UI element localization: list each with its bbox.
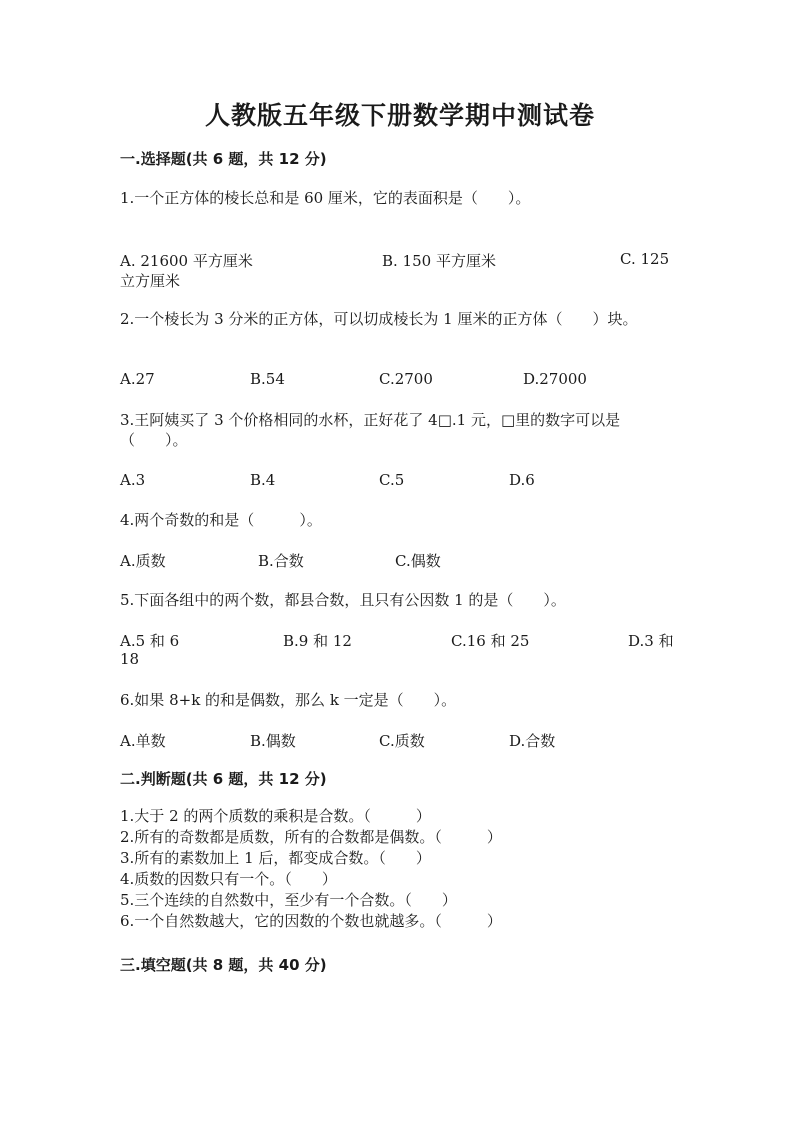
option-d: D.27000 bbox=[523, 370, 587, 388]
option-c: C.2700 bbox=[379, 370, 433, 388]
option-a: A. 21600 平方厘米 bbox=[120, 252, 253, 270]
option-c: C.5 bbox=[379, 471, 405, 489]
option-a: A.3 bbox=[120, 471, 146, 489]
question-options bbox=[120, 730, 680, 770]
option-d-continued: 18 bbox=[120, 650, 140, 668]
question-options bbox=[120, 250, 680, 290]
judge-question: 3.所有的素数加上 1 后，都变成合数。（ ） bbox=[120, 849, 431, 867]
question-stem: 1.一个正方体的棱长总和是 60 厘米，它的表面积是（ ）。 bbox=[120, 189, 531, 207]
option-a: A.27 bbox=[120, 370, 155, 388]
option-d: D.合数 bbox=[509, 732, 556, 750]
option-b: B.54 bbox=[250, 370, 285, 388]
option-b: B.偶数 bbox=[250, 732, 296, 750]
judge-question-list bbox=[120, 806, 680, 932]
option-c: C.偶数 bbox=[395, 552, 441, 570]
option-b: B.4 bbox=[250, 471, 276, 489]
question-stem: 2.一个棱长为 3 分米的正方体，可以切成棱长为 1 厘米的正方体（ ）块。 bbox=[120, 310, 638, 328]
option-c: C.质数 bbox=[379, 732, 425, 750]
option-d: D.3 和 bbox=[628, 632, 674, 650]
question-options bbox=[120, 471, 680, 511]
section-heading-fill: 三.填空题(共 8 题，共 40 分) bbox=[120, 956, 327, 974]
judge-question: 6.一个自然数越大，它的因数的个数也就越多。（ ） bbox=[120, 912, 502, 930]
judge-question: 2.所有的奇数都是质数，所有的合数都是偶数。（ ） bbox=[120, 828, 502, 846]
question-options bbox=[120, 550, 680, 590]
option-b: B.9 和 12 bbox=[283, 632, 352, 650]
option-d: D.6 bbox=[509, 471, 535, 489]
question-stem: 3.王阿姨买了 3 个价格相同的水杯，正好花了 4□.1 元，□里的数字可以是（ ）。 bbox=[120, 411, 621, 449]
judge-question: 1.大于 2 的两个质数的乘积是合数。（ ） bbox=[120, 807, 431, 825]
option-a: A.单数 bbox=[120, 732, 166, 750]
option-b: B.合数 bbox=[258, 552, 304, 570]
question-options bbox=[120, 630, 680, 670]
judge-question: 4.质数的因数只有一个。（ ） bbox=[120, 870, 337, 888]
option-a: A.质数 bbox=[120, 552, 166, 570]
option-c: C. 125 bbox=[620, 250, 670, 268]
option-c-continued: 立方厘米 bbox=[120, 272, 181, 290]
question-stem: 6.如果 8+k 的和是偶数，那么 k 一定是（ ）。 bbox=[120, 691, 457, 709]
question-options bbox=[120, 370, 680, 410]
section-heading-judge: 二.判断题(共 6 题，共 12 分) bbox=[120, 770, 327, 788]
judge-question: 5.三个连续的自然数中，至少有一个合数。（ ） bbox=[120, 891, 457, 909]
page-title: 人教版五年级下册数学期中测试卷 bbox=[204, 101, 595, 130]
option-c: C.16 和 25 bbox=[451, 632, 530, 650]
question-stem: 5.下面各组中的两个数，都县合数，且只有公因数 1 的是（ ）。 bbox=[120, 591, 566, 609]
option-a: A.5 和 6 bbox=[120, 632, 180, 650]
question-stem: 4.两个奇数的和是（ ）。 bbox=[120, 511, 322, 529]
section-heading-choice: 一.选择题(共 6 题，共 12 分) bbox=[120, 150, 327, 168]
option-b: B. 150 平方厘米 bbox=[382, 252, 496, 270]
